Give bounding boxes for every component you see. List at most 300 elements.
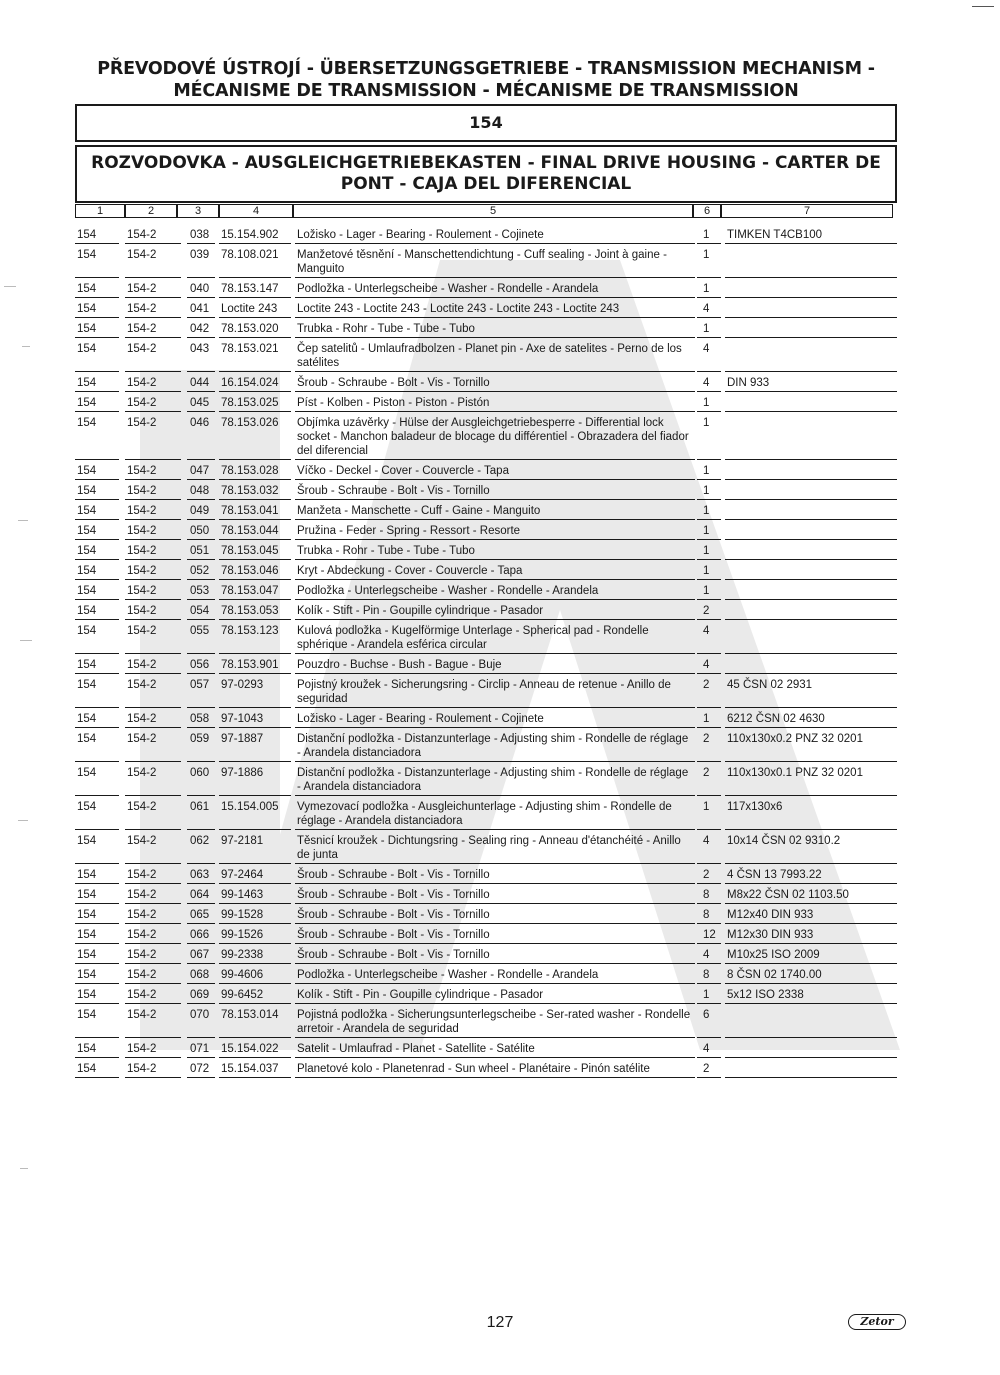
row-underline [125, 1057, 181, 1058]
quantity-cell: 1 [703, 465, 710, 477]
row-underline [219, 707, 291, 708]
table-row [75, 562, 897, 582]
part-number-cell: 78.153.047 [221, 585, 279, 597]
group-cell: 154 [77, 929, 97, 941]
table-row [75, 374, 897, 394]
row-underline [697, 337, 721, 338]
row-underline [125, 761, 181, 762]
column-header-2: 2 [125, 204, 177, 218]
row-underline [219, 673, 291, 674]
quantity-cell: 1 [703, 585, 710, 597]
table-row [75, 866, 897, 886]
row-underline [75, 243, 119, 244]
row-underline [125, 277, 181, 278]
row-underline [219, 243, 291, 244]
subgroup-cell: 154-2 [127, 713, 157, 725]
quantity-cell: 2 [703, 767, 710, 779]
row-underline [125, 619, 181, 620]
row-underline [125, 459, 181, 460]
table-row [75, 966, 897, 986]
description-cell: Podložka - Unterlegscheibe - Washer - Rondelle - Arandela [297, 969, 599, 981]
row-underline [187, 579, 215, 580]
row-underline [295, 371, 695, 372]
row-underline [295, 243, 695, 244]
group-cell: 154 [77, 505, 97, 517]
row-underline [75, 1057, 119, 1058]
row-underline [187, 903, 215, 904]
position-cell: 057 [190, 679, 210, 691]
row-underline [219, 479, 291, 480]
row-underline [295, 673, 695, 674]
subgroup-cell: 154-2 [127, 679, 157, 691]
row-underline [187, 707, 215, 708]
description-cell: Šroub - Schraube - Bolt - Vis - Tornillo [297, 909, 490, 921]
row-underline [295, 337, 695, 338]
row-underline [75, 619, 119, 620]
row-underline [295, 707, 695, 708]
subgroup-cell: 154-2 [127, 377, 157, 389]
row-underline [725, 411, 897, 412]
row-underline [725, 983, 897, 984]
quantity-cell: 4 [703, 625, 710, 637]
row-underline [219, 883, 291, 884]
position-cell: 061 [190, 801, 210, 813]
group-cell: 154 [77, 565, 97, 577]
description-cell: Podložka - Unterlegscheibe - Washer - Rondelle - Arandela [297, 585, 599, 597]
row-underline [187, 673, 215, 674]
page-title: PŘEVODOVÉ ÚSTROJÍ - ÜBERSETZUNGSGETRIEBE - TRANSMISSION MECHANISM - MÉCANISME DE TRANSMISSION - MÉCANISME DE TRANSMISSION [97, 59, 875, 101]
row-underline [75, 863, 119, 864]
part-number-cell: 97-1043 [221, 713, 264, 725]
row-underline [697, 539, 721, 540]
row-underline [697, 1003, 721, 1004]
row-underline [75, 903, 119, 904]
table-row [75, 462, 897, 482]
subgroup-cell: 154-2 [127, 485, 157, 497]
part-number-cell: 99-6452 [221, 989, 264, 1001]
group-cell: 154 [77, 969, 97, 981]
group-cell: 154 [77, 343, 97, 355]
group-cell: 154 [77, 545, 97, 557]
row-underline [697, 1077, 721, 1078]
row-underline [219, 459, 291, 460]
description-cell: Šroub - Schraube - Bolt - Vis - Tornillo [297, 377, 490, 389]
group-cell: 154 [77, 605, 97, 617]
part-number-cell: 99-1528 [221, 909, 264, 921]
row-underline [725, 727, 897, 728]
row-underline [125, 883, 181, 884]
row-underline [75, 829, 119, 830]
row-underline [75, 707, 119, 708]
row-underline [125, 1077, 181, 1078]
part-number-cell: 99-1463 [221, 889, 264, 901]
row-underline [219, 829, 291, 830]
position-cell: 052 [190, 565, 210, 577]
subgroup-cell: 154-2 [127, 343, 157, 355]
row-underline [295, 411, 695, 412]
row-underline [187, 863, 215, 864]
group-cell: 154 [77, 1043, 97, 1055]
row-underline [187, 943, 215, 944]
row-underline [295, 391, 695, 392]
row-underline [295, 619, 695, 620]
row-underline [219, 761, 291, 762]
part-number-cell: 99-2338 [221, 949, 264, 961]
group-cell: 154 [77, 1063, 97, 1075]
table-row [75, 906, 897, 926]
subgroup-cell: 154-2 [127, 929, 157, 941]
part-number-cell: 78.153.147 [221, 283, 279, 295]
row-underline [697, 619, 721, 620]
part-number-cell: 99-1526 [221, 929, 264, 941]
row-underline [725, 371, 897, 372]
table-row [75, 502, 897, 522]
row-underline [187, 411, 215, 412]
subgroup-cell: 154-2 [127, 565, 157, 577]
group-cell: 154 [77, 949, 97, 961]
description-cell: Pojistná podložka - Sicherungsunterlegscheibe - Ser-rated washer - Rondelle arretoir - Arandela de seguridad [297, 1009, 691, 1035]
row-underline [295, 599, 695, 600]
row-underline [697, 579, 721, 580]
subgroup-cell: 154-2 [127, 605, 157, 617]
table-row [75, 582, 897, 602]
row-underline [219, 599, 291, 600]
row-underline [75, 923, 119, 924]
subgroup-cell: 154-2 [127, 989, 157, 1001]
table-row [75, 798, 897, 832]
group-cell: 154 [77, 1009, 97, 1021]
row-underline [125, 795, 181, 796]
quantity-cell: 4 [703, 835, 710, 847]
table-row [75, 986, 897, 1006]
subgroup-cell: 154-2 [127, 1063, 157, 1075]
position-cell: 070 [190, 1009, 210, 1021]
row-underline [697, 653, 721, 654]
row-underline [697, 371, 721, 372]
row-underline [125, 599, 181, 600]
subgroup-cell: 154-2 [127, 303, 157, 315]
row-underline [75, 943, 119, 944]
column-header-3: 3 [177, 204, 219, 218]
row-underline [75, 653, 119, 654]
row-underline [295, 883, 695, 884]
part-number-cell: 15.154.005 [221, 801, 279, 813]
row-underline [725, 863, 897, 864]
group-cell: 154 [77, 465, 97, 477]
table-row [75, 622, 897, 656]
table-row [75, 656, 897, 676]
brand-logo: Zetor [848, 1314, 906, 1330]
row-underline [725, 1057, 897, 1058]
position-cell: 041 [190, 303, 210, 315]
quantity-cell: 2 [703, 1063, 710, 1075]
quantity-cell: 2 [703, 605, 710, 617]
description-cell: Ložisko - Lager - Bearing - Roulement - Cojinete [297, 713, 544, 725]
table-row [75, 1040, 897, 1060]
table-row [75, 482, 897, 502]
row-underline [725, 829, 897, 830]
group-cell: 154 [77, 397, 97, 409]
quantity-cell: 8 [703, 969, 710, 981]
row-underline [725, 903, 897, 904]
row-underline [219, 963, 291, 964]
row-underline [295, 519, 695, 520]
row-underline [75, 519, 119, 520]
row-underline [75, 963, 119, 964]
row-underline [75, 411, 119, 412]
group-cell: 154 [77, 525, 97, 537]
row-underline [187, 337, 215, 338]
margin-mark [20, 640, 32, 641]
row-underline [75, 983, 119, 984]
note-cell: M8x22 ČSN 02 1103.50 [727, 889, 849, 901]
part-number-cell: 97-1886 [221, 767, 264, 779]
group-cell: 154 [77, 417, 97, 429]
row-underline [125, 519, 181, 520]
row-underline [75, 1037, 119, 1038]
page-number: 127 [486, 1314, 514, 1331]
table-row [75, 414, 897, 462]
row-underline [219, 519, 291, 520]
subgroup-cell: 154-2 [127, 659, 157, 671]
quantity-cell: 4 [703, 303, 710, 315]
subgroup-cell: 154-2 [127, 229, 157, 241]
table-row [75, 1006, 897, 1040]
position-cell: 071 [190, 1043, 210, 1055]
row-underline [697, 883, 721, 884]
row-underline [725, 243, 897, 244]
quantity-cell: 1 [703, 397, 710, 409]
row-underline [295, 297, 695, 298]
table-row [75, 320, 897, 340]
group-number: 154 [469, 113, 503, 132]
column-header-row [75, 204, 897, 218]
row-underline [125, 243, 181, 244]
row-underline [125, 391, 181, 392]
row-underline [125, 1037, 181, 1038]
quantity-cell: 2 [703, 679, 710, 691]
row-underline [725, 337, 897, 338]
description-cell: Šroub - Schraube - Bolt - Vis - Tornillo [297, 869, 490, 881]
table-row [75, 542, 897, 562]
description-cell: Manžeta - Manschette - Cuff - Gaine - Manguito [297, 505, 541, 517]
note-cell: M12x30 DIN 933 [727, 929, 814, 941]
row-underline [697, 761, 721, 762]
row-underline [187, 923, 215, 924]
part-number-cell: 16.154.024 [221, 377, 279, 389]
row-underline [697, 1057, 721, 1058]
part-number-cell: 99-4606 [221, 969, 264, 981]
row-underline [697, 727, 721, 728]
description-cell: Pouzdro - Buchse - Bush - Bague - Buje [297, 659, 502, 671]
column-header-6: 6 [693, 204, 721, 218]
row-underline [75, 1003, 119, 1004]
row-underline [725, 459, 897, 460]
row-underline [219, 653, 291, 654]
description-cell: Kolík - Stift - Pin - Goupille cylindrique - Pasador [297, 605, 544, 617]
subgroup-cell: 154-2 [127, 417, 157, 429]
note-cell: 110x130x0.2 PNZ 32 0201 [727, 733, 863, 745]
row-underline [295, 559, 695, 560]
table-row [75, 730, 897, 764]
row-underline [75, 795, 119, 796]
table-row [75, 602, 897, 622]
row-underline [187, 317, 215, 318]
row-underline [697, 519, 721, 520]
row-underline [295, 943, 695, 944]
row-underline [697, 795, 721, 796]
group-cell: 154 [77, 909, 97, 921]
part-number-cell: 78.153.123 [221, 625, 279, 637]
margin-mark [20, 1168, 28, 1169]
row-underline [125, 983, 181, 984]
row-underline [295, 761, 695, 762]
row-underline [125, 903, 181, 904]
quantity-cell: 8 [703, 889, 710, 901]
row-underline [125, 1003, 181, 1004]
row-underline [725, 1077, 897, 1078]
row-underline [75, 317, 119, 318]
part-number-cell: 15.154.037 [221, 1063, 279, 1075]
row-underline [725, 519, 897, 520]
quantity-cell: 1 [703, 713, 710, 725]
row-underline [125, 297, 181, 298]
row-underline [725, 673, 897, 674]
position-cell: 065 [190, 909, 210, 921]
quantity-cell: 6 [703, 1009, 710, 1021]
row-underline [697, 243, 721, 244]
part-number-cell: 97-2464 [221, 869, 264, 881]
description-cell: Šroub - Schraube - Bolt - Vis - Tornillo [297, 889, 490, 901]
quantity-cell: 4 [703, 949, 710, 961]
row-underline [219, 297, 291, 298]
row-underline [295, 1077, 695, 1078]
quantity-cell: 1 [703, 505, 710, 517]
part-number-cell: 97-0293 [221, 679, 264, 691]
row-underline [75, 371, 119, 372]
part-number-cell: 78.153.026 [221, 417, 279, 429]
subgroup-cell: 154-2 [127, 767, 157, 779]
row-underline [725, 539, 897, 540]
row-underline [725, 943, 897, 944]
part-number-cell: 78.153.014 [221, 1009, 279, 1021]
row-underline [697, 963, 721, 964]
row-underline [697, 317, 721, 318]
row-underline [725, 599, 897, 600]
table-row [75, 1060, 897, 1080]
row-underline [187, 795, 215, 796]
table-row [75, 764, 897, 798]
row-underline [125, 499, 181, 500]
row-underline [75, 499, 119, 500]
row-underline [219, 863, 291, 864]
row-underline [725, 653, 897, 654]
position-cell: 064 [190, 889, 210, 901]
quantity-cell: 1 [703, 989, 710, 1001]
row-underline [75, 599, 119, 600]
row-underline [219, 923, 291, 924]
margin-mark [18, 520, 28, 521]
row-underline [697, 411, 721, 412]
row-underline [187, 371, 215, 372]
row-underline [75, 277, 119, 278]
note-cell: 117x130x6 [727, 801, 783, 813]
row-underline [75, 761, 119, 762]
margin-mark [4, 286, 16, 287]
row-underline [697, 1037, 721, 1038]
description-cell: Vymezovací podložka - Ausgleichunterlage - Adjusting shim - Rondelle de réglage - Arandela distanciadora [297, 801, 672, 827]
row-underline [75, 559, 119, 560]
row-underline [219, 499, 291, 500]
row-underline [295, 923, 695, 924]
parts-table [75, 226, 897, 1080]
row-underline [219, 1003, 291, 1004]
group-cell: 154 [77, 767, 97, 779]
row-underline [219, 411, 291, 412]
row-underline [125, 371, 181, 372]
part-number-cell: 78.153.021 [221, 343, 279, 355]
quantity-cell: 1 [703, 485, 710, 497]
quantity-cell: 1 [703, 229, 710, 241]
row-underline [295, 829, 695, 830]
position-cell: 048 [190, 485, 210, 497]
note-cell: DIN 933 [727, 377, 770, 389]
description-cell: Víčko - Deckel - Cover - Couvercle - Tapa [297, 465, 509, 477]
row-underline [295, 459, 695, 460]
row-underline [125, 411, 181, 412]
row-underline [187, 391, 215, 392]
row-underline [75, 459, 119, 460]
position-cell: 042 [190, 323, 210, 335]
part-number-cell: 78.153.046 [221, 565, 279, 577]
description-cell: Loctite 243 - Loctite 243 - Loctite 243 - Loctite 243 - Loctite 243 [297, 303, 620, 315]
subgroup-cell: 154-2 [127, 889, 157, 901]
row-underline [725, 795, 897, 796]
row-underline [219, 943, 291, 944]
row-underline [295, 963, 695, 964]
group-cell: 154 [77, 323, 97, 335]
row-underline [187, 539, 215, 540]
row-underline [219, 539, 291, 540]
table-row [75, 886, 897, 906]
group-cell: 154 [77, 303, 97, 315]
row-underline [697, 983, 721, 984]
description-cell: Trubka - Rohr - Tube - Tube - Tubo [297, 545, 475, 557]
note-cell: 110x130x0.1 PNZ 32 0201 [727, 767, 863, 779]
row-underline [295, 1003, 695, 1004]
row-underline [697, 863, 721, 864]
corner-mark [972, 6, 994, 7]
quantity-cell: 1 [703, 249, 710, 261]
subgroup-cell: 154-2 [127, 465, 157, 477]
note-cell: TIMKEN T4CB100 [727, 229, 823, 241]
position-cell: 050 [190, 525, 210, 537]
position-cell: 053 [190, 585, 210, 597]
row-underline [219, 317, 291, 318]
row-underline [725, 707, 897, 708]
row-underline [187, 983, 215, 984]
row-underline [295, 539, 695, 540]
row-underline [187, 1037, 215, 1038]
position-cell: 068 [190, 969, 210, 981]
group-cell: 154 [77, 889, 97, 901]
quantity-cell: 1 [703, 525, 710, 537]
table-row [75, 394, 897, 414]
subgroup-cell: 154-2 [127, 625, 157, 637]
quantity-cell: 1 [703, 565, 710, 577]
row-underline [219, 727, 291, 728]
row-underline [295, 479, 695, 480]
